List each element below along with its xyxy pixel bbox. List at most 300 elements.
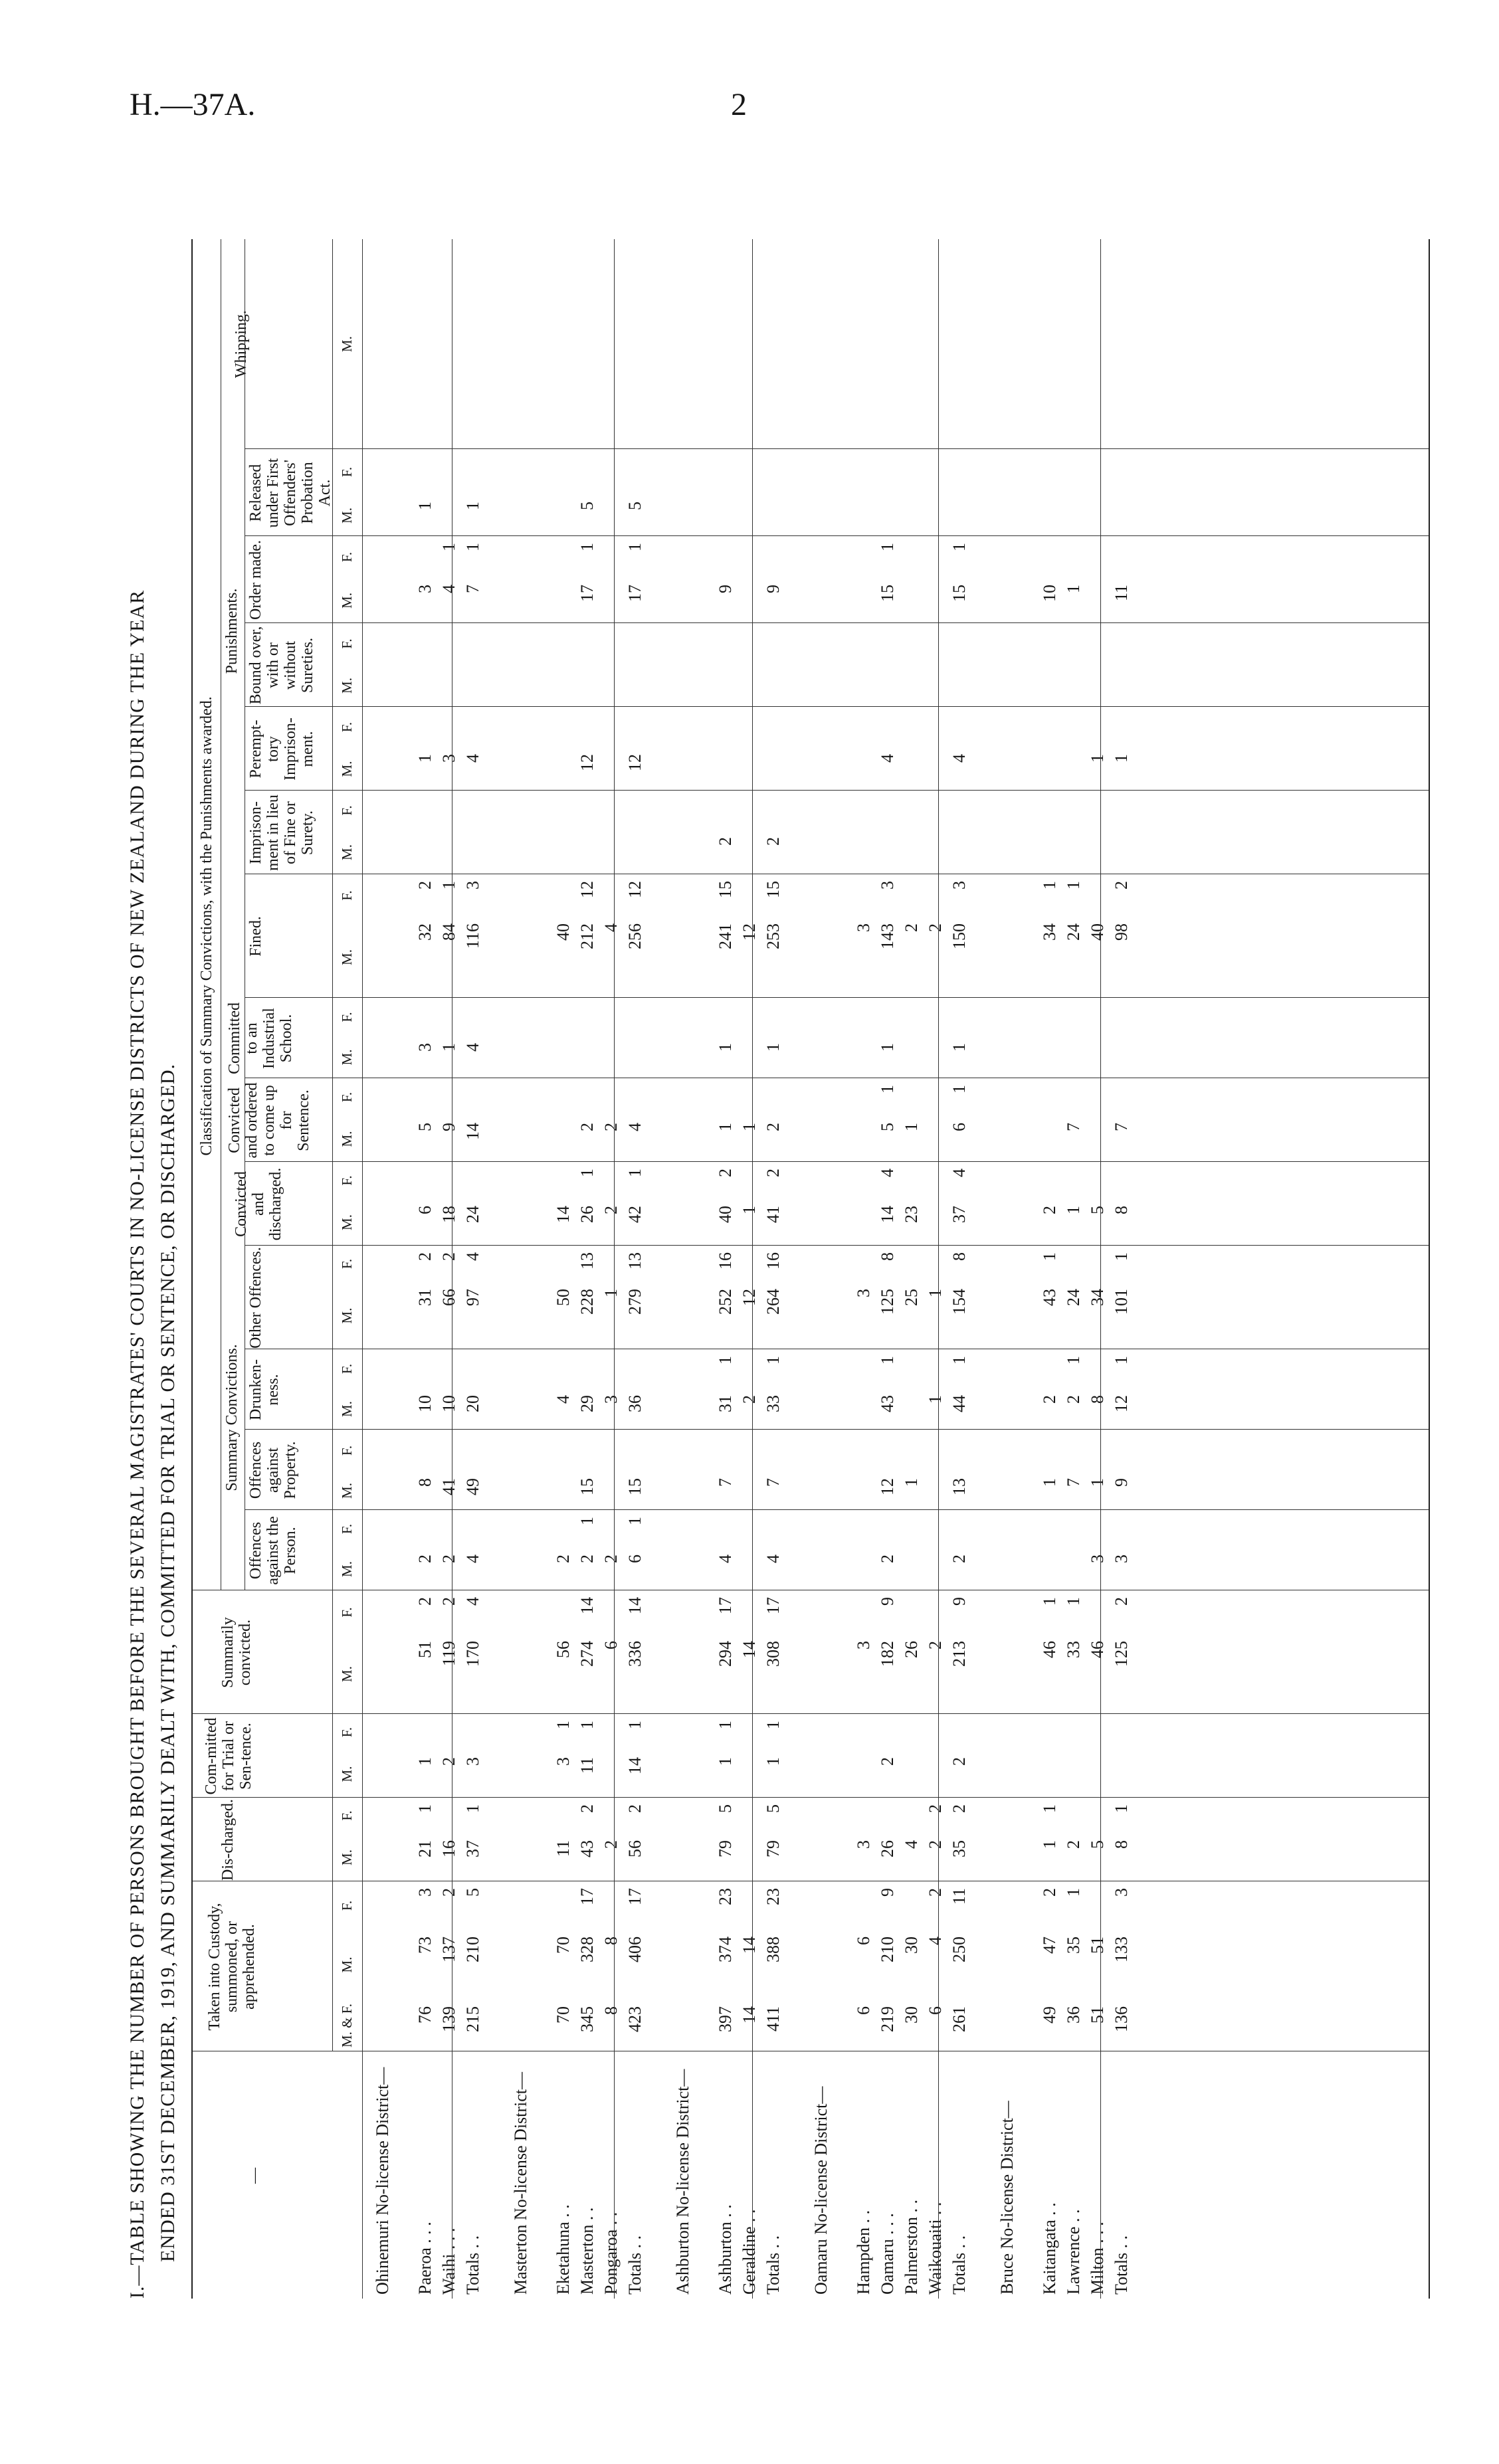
table-cell: 150 bbox=[949, 923, 969, 949]
table-cell: 2 bbox=[415, 1555, 435, 1563]
table-cell: 25 bbox=[902, 1289, 921, 1306]
table-cell: 241 bbox=[716, 923, 735, 949]
table-cell: 12 bbox=[740, 923, 759, 941]
table-cell: 1 bbox=[625, 543, 645, 551]
table-cell: 17 bbox=[716, 1597, 735, 1614]
table-cell: 14 bbox=[463, 1123, 482, 1140]
table-cell: 3 bbox=[1112, 1555, 1131, 1563]
table-cell: 170 bbox=[463, 1641, 482, 1667]
header-whipping: Whipping. bbox=[233, 310, 250, 378]
table-cell: 47 bbox=[1040, 1937, 1059, 1954]
table-cell: 4 bbox=[463, 1597, 482, 1606]
table-cell: 41 bbox=[763, 1206, 783, 1223]
table-cell: 2 bbox=[1112, 881, 1131, 890]
table-cell: 70 bbox=[553, 2006, 573, 2024]
table-cell: 31 bbox=[716, 1395, 735, 1412]
table-cell: 2 bbox=[763, 837, 783, 846]
header-released-probation: Released under First Offenders' Probation Act. bbox=[247, 458, 334, 528]
table-cell: 1 bbox=[1040, 1597, 1059, 1606]
table-cell: 15 bbox=[878, 585, 897, 602]
table-cell: 2 bbox=[878, 1555, 897, 1563]
table-cell: 2 bbox=[601, 1206, 621, 1214]
table-cell: 24 bbox=[1064, 923, 1083, 941]
table-cell: 1 bbox=[763, 1721, 783, 1729]
table-cell: 30 bbox=[902, 1937, 921, 1954]
table-cell: 406 bbox=[625, 1937, 645, 1962]
row-label: Ashburton . . bbox=[716, 2204, 735, 2295]
table-cell: 23 bbox=[763, 1888, 783, 1905]
table-cell: 35 bbox=[949, 1840, 969, 1857]
table-cell: 2 bbox=[902, 923, 921, 932]
sex-column-label: M. bbox=[339, 1666, 355, 1682]
table-cell: 2 bbox=[926, 1888, 945, 1897]
page-header bbox=[130, 86, 1432, 126]
header-punishments: Punishments. bbox=[223, 588, 241, 674]
header-other-offences: Other Offences. bbox=[247, 1247, 264, 1349]
header-industrial-school: Committed to an Industrial School. bbox=[226, 1002, 295, 1074]
table-cell: 3 bbox=[1088, 1555, 1107, 1563]
sex-column-label: M. bbox=[339, 1849, 355, 1865]
table-cell: 1 bbox=[439, 1043, 458, 1052]
table-cell: 51 bbox=[1088, 1937, 1107, 1954]
table-cell: 36 bbox=[625, 1395, 645, 1412]
table-cell: 51 bbox=[415, 1641, 435, 1658]
table-cell: 29 bbox=[577, 1395, 597, 1412]
table-cell: 210 bbox=[463, 1937, 482, 1962]
table-cell: 3 bbox=[415, 1043, 435, 1052]
title-line-2: ENDED 31ST DECEMBER, 1919, AND SUMMARILY DEALT WITH, COMMITTED FOR TRIAL OR SENTENCE, OR DISCHARGED. bbox=[157, 1064, 179, 2262]
table-cell: 34 bbox=[1040, 923, 1059, 941]
header-drunkenness: Drunken-ness. bbox=[247, 1359, 282, 1420]
table-cell: 139 bbox=[439, 2006, 458, 2032]
table-cell: 213 bbox=[949, 1641, 969, 1667]
row-label: Totals . . bbox=[625, 2235, 645, 2295]
table-cell: 1 bbox=[740, 1206, 759, 1214]
header-order-made: Order made. bbox=[247, 540, 264, 620]
table-cell: 1 bbox=[1064, 1888, 1083, 1897]
table-cell: 1 bbox=[949, 1043, 969, 1052]
table-cell: 1 bbox=[949, 1356, 969, 1365]
totals-rule bbox=[752, 239, 753, 2299]
table-cell: 228 bbox=[577, 1289, 597, 1315]
table-cell: 2 bbox=[949, 1555, 969, 1563]
sex-column-label: F. bbox=[339, 1900, 355, 1911]
header-discharged: Dis-charged. bbox=[219, 1799, 237, 1881]
table-cell: 15 bbox=[949, 585, 969, 602]
sex-column-label: M. bbox=[339, 761, 355, 777]
table-cell: 6 bbox=[949, 1123, 969, 1131]
table-cell: 13 bbox=[577, 1252, 597, 1270]
table-cell: 1 bbox=[878, 1043, 897, 1052]
table-cell: 119 bbox=[439, 1641, 458, 1667]
table-cell: 3 bbox=[463, 881, 482, 890]
header-classification: Classification of Summary Convictions, with the Punishments awarded. bbox=[198, 696, 215, 1156]
table-cell: 30 bbox=[902, 2006, 921, 2024]
table-cell: 1 bbox=[949, 543, 969, 551]
table-cell: 1 bbox=[625, 1517, 645, 1525]
table-cell: 328 bbox=[577, 1937, 597, 1962]
table-cell: 136 bbox=[1112, 2006, 1131, 2032]
table-cell: 9 bbox=[763, 585, 783, 593]
table-cell: 411 bbox=[763, 2006, 783, 2032]
table-cell: 23 bbox=[716, 1888, 735, 1905]
table-cell: 336 bbox=[625, 1641, 645, 1667]
sex-column-label: M. bbox=[339, 336, 355, 352]
table-cell: 4 bbox=[878, 1169, 897, 1177]
table-cell: 4 bbox=[553, 1395, 573, 1404]
column-rule bbox=[245, 448, 1429, 449]
sex-column-label: M. bbox=[339, 1214, 355, 1230]
table-cell: 17 bbox=[625, 585, 645, 602]
table-cell: 8 bbox=[601, 1937, 621, 1945]
table-cell: 37 bbox=[949, 1206, 969, 1223]
table-cell: 14 bbox=[625, 1597, 645, 1614]
table-cell: 4 bbox=[601, 923, 621, 932]
table-cell: 7 bbox=[763, 1478, 783, 1487]
table-cell: 1 bbox=[763, 1356, 783, 1365]
table-cell: 15 bbox=[577, 1478, 597, 1495]
sex-column-label: M. & F. bbox=[339, 2004, 355, 2048]
table-cell: 1 bbox=[1064, 881, 1083, 890]
page-number: 2 bbox=[731, 87, 747, 122]
table-cell: 154 bbox=[949, 1289, 969, 1315]
table-cell: 14 bbox=[878, 1206, 897, 1223]
table-cell: 2 bbox=[439, 1555, 458, 1563]
title-line-1: I.—TABLE SHOWING THE NUMBER OF PERSONS BROUGHT BEFORE THE SEVERAL MAGISTRATES' COURTS IN NO-LICENSE DISTRICTS OF NEW ZEALAND DURING THE YEAR bbox=[126, 589, 148, 2299]
sex-column-label: M. bbox=[339, 949, 355, 965]
table-cell: 12 bbox=[577, 754, 597, 771]
table-cell: 3 bbox=[854, 1641, 873, 1650]
table-cell: 14 bbox=[740, 1641, 759, 1658]
table-cell: 49 bbox=[1040, 2006, 1059, 2024]
header-offences-person: Offences against the Person. bbox=[247, 1516, 299, 1585]
table-cell: 3 bbox=[1112, 1888, 1131, 1897]
table-cell: 4 bbox=[716, 1555, 735, 1563]
sex-column-label: F. bbox=[339, 721, 355, 733]
table-cell: 2 bbox=[878, 1757, 897, 1766]
sex-column-label: M. bbox=[339, 593, 355, 609]
row-label: Totals . . bbox=[463, 2235, 482, 2295]
table-cell: 16 bbox=[439, 1840, 458, 1857]
row-label: Masterton No-license District— bbox=[511, 2071, 530, 2295]
row-label: Totals . . bbox=[763, 2235, 783, 2295]
table-cell: 14 bbox=[740, 1937, 759, 1954]
table-cell: 17 bbox=[763, 1597, 783, 1614]
table-cell: 2 bbox=[926, 1804, 945, 1813]
row-label: Masterton . . bbox=[577, 2207, 597, 2295]
sex-column-label: M. bbox=[339, 1483, 355, 1499]
table-cell: 14 bbox=[625, 1757, 645, 1774]
table-cell: 4 bbox=[439, 585, 458, 593]
header-offences-property: Offences against Property. bbox=[247, 1441, 299, 1499]
table-cell: 2 bbox=[625, 1804, 645, 1813]
table-cell: 1 bbox=[1112, 1804, 1131, 1813]
table-cell: 3 bbox=[854, 923, 873, 932]
table-cell: 1 bbox=[716, 1043, 735, 1052]
table-cell: 252 bbox=[716, 1289, 735, 1315]
table-cell: 10 bbox=[415, 1395, 435, 1412]
table-cell: 1 bbox=[1088, 754, 1107, 763]
table-cell: 50 bbox=[553, 1289, 573, 1306]
table-cell: 11 bbox=[577, 1757, 597, 1774]
sex-column-label: F. bbox=[339, 805, 355, 816]
rotated-table-page bbox=[126, 239, 1432, 2299]
row-label: Eketahuna . . bbox=[553, 2204, 573, 2295]
table-cell: 26 bbox=[878, 1840, 897, 1857]
table-cell: 3 bbox=[415, 1888, 435, 1897]
table-cell: 12 bbox=[740, 1289, 759, 1306]
table-cell: 1 bbox=[439, 881, 458, 890]
sex-column-label: F. bbox=[339, 466, 355, 478]
table-cell: 26 bbox=[902, 1641, 921, 1658]
table-cell: 12 bbox=[625, 754, 645, 771]
table-cell: 1 bbox=[878, 1356, 897, 1365]
table-cell: 1 bbox=[577, 1721, 597, 1729]
table-cell: 1 bbox=[740, 1123, 759, 1131]
table-cell: 2 bbox=[1040, 1395, 1059, 1404]
table-cell: 1 bbox=[878, 543, 897, 551]
table-cell: 49 bbox=[463, 1478, 482, 1495]
table-cell: 125 bbox=[878, 1289, 897, 1315]
table-cell: 1 bbox=[553, 1721, 573, 1729]
table-cell: 3 bbox=[878, 881, 897, 890]
table-cell: 4 bbox=[463, 754, 482, 763]
table-cell: 17 bbox=[577, 1888, 597, 1905]
table-cell: 294 bbox=[716, 1641, 735, 1667]
table-cell: 2 bbox=[926, 1840, 945, 1849]
sex-column-label: M. bbox=[339, 1766, 355, 1782]
table-cell: 5 bbox=[1088, 1206, 1107, 1214]
table-cell: 8 bbox=[1112, 1840, 1131, 1849]
table-cell: 9 bbox=[439, 1123, 458, 1131]
table-cell: 2 bbox=[716, 837, 735, 846]
table-cell: 397 bbox=[716, 2006, 735, 2032]
table-cell: 24 bbox=[463, 1206, 482, 1223]
table-cell: 12 bbox=[878, 1478, 897, 1495]
table-cell: 14 bbox=[577, 1597, 597, 1614]
table-cell: 4 bbox=[625, 1123, 645, 1131]
table-cell: 15 bbox=[625, 1478, 645, 1495]
table-cell: 13 bbox=[625, 1252, 645, 1270]
table-cell: 1 bbox=[926, 1395, 945, 1404]
table-cell: 1 bbox=[577, 543, 597, 551]
header-convicted-sentence: Convicted and ordered to come up for Sentence. bbox=[226, 1082, 312, 1159]
table-cell: 9 bbox=[878, 1888, 897, 1897]
table-cell: 2 bbox=[439, 1888, 458, 1897]
table-cell: 4 bbox=[763, 1555, 783, 1563]
table-cell: 2 bbox=[553, 1555, 573, 1563]
table-cell: 2 bbox=[577, 1804, 597, 1813]
table-cell: 43 bbox=[1040, 1289, 1059, 1306]
table-cell: 42 bbox=[625, 1206, 645, 1223]
table-cell: 1 bbox=[1064, 1356, 1083, 1365]
table-cell: 5 bbox=[716, 1804, 735, 1813]
table-cell: 4 bbox=[878, 754, 897, 763]
table-cell: 4 bbox=[926, 1937, 945, 1945]
sex-column-label: F. bbox=[339, 1258, 355, 1270]
table-cell: 21 bbox=[415, 1840, 435, 1857]
table-cell: 11 bbox=[1112, 585, 1131, 602]
table-cell: 2 bbox=[1064, 1840, 1083, 1849]
header-committed: Com-mitted for Trial or Sen-tence. bbox=[203, 1717, 254, 1795]
table-cell: 261 bbox=[949, 2006, 969, 2032]
header-taken-into-custody: Taken into Custody, summoned, or apprehended. bbox=[206, 1903, 258, 2031]
table-cell: 1 bbox=[763, 1043, 783, 1052]
table-cell: 4 bbox=[463, 1555, 482, 1563]
table-cell: 388 bbox=[763, 1937, 783, 1962]
table-cell: 210 bbox=[878, 1937, 897, 1962]
table-cell: 9 bbox=[878, 1597, 897, 1606]
table-cell: 97 bbox=[463, 1289, 482, 1306]
table-cell: 116 bbox=[463, 923, 482, 949]
table-cell: 66 bbox=[439, 1289, 458, 1306]
table-cell: 40 bbox=[1088, 923, 1107, 941]
table-cell: 9 bbox=[1112, 1478, 1131, 1487]
table-cell: 84 bbox=[439, 923, 458, 941]
table-cell: 98 bbox=[1112, 923, 1131, 941]
table-cell: 79 bbox=[716, 1840, 735, 1857]
table-cell: 1 bbox=[415, 754, 435, 763]
table-cell: 2 bbox=[439, 1757, 458, 1766]
table-cell: 1 bbox=[415, 1757, 435, 1766]
row-label: Lawrence . . bbox=[1064, 2209, 1083, 2295]
table-cell: 2 bbox=[577, 1555, 597, 1563]
table-cell: 6 bbox=[601, 1641, 621, 1650]
header-imprisonment-lieu: Imprison-ment in lieu of Fine or Surety. bbox=[247, 795, 316, 871]
table-title bbox=[126, 239, 187, 2299]
table-cell: 374 bbox=[716, 1937, 735, 1962]
table-cell: 41 bbox=[439, 1478, 458, 1495]
table-cell: 43 bbox=[577, 1840, 597, 1857]
row-label: Oamaru . . . bbox=[878, 2213, 897, 2295]
table-cell: 253 bbox=[763, 923, 783, 949]
table-cell: 256 bbox=[625, 923, 645, 949]
table-cell: 46 bbox=[1040, 1641, 1059, 1658]
table-cell: 2 bbox=[1112, 1597, 1131, 1606]
table-cell: 4 bbox=[949, 754, 969, 763]
table-cell: 12 bbox=[625, 881, 645, 898]
sex-column-label: M. bbox=[339, 1049, 355, 1066]
table-cell: 143 bbox=[878, 923, 897, 949]
table-cell: 2 bbox=[1040, 1888, 1059, 1897]
table-cell: 264 bbox=[763, 1289, 783, 1315]
table-cell: 35 bbox=[1064, 1937, 1083, 1954]
table-cell: 32 bbox=[415, 923, 435, 941]
table-cell: 11 bbox=[553, 1840, 573, 1857]
table-cell: 14 bbox=[740, 2006, 759, 2024]
sex-column-label: F. bbox=[339, 551, 355, 563]
table-cell: 1 bbox=[415, 1804, 435, 1813]
sex-column-label: F. bbox=[339, 1523, 355, 1535]
column-rule bbox=[193, 1797, 1429, 1798]
totals-rule bbox=[614, 239, 615, 2299]
row-label: Totals . . bbox=[1112, 2235, 1131, 2295]
table-cell: 2 bbox=[926, 923, 945, 932]
table-cell: 5 bbox=[577, 502, 597, 510]
row-label: Geraldine . . bbox=[740, 2209, 759, 2295]
row-label: Pongaroa . . bbox=[601, 2212, 621, 2295]
sex-column-label: F. bbox=[339, 1175, 355, 1186]
sex-column-label: M. bbox=[339, 1561, 355, 1577]
table-cell: 24 bbox=[1064, 1289, 1083, 1306]
sex-column-label: M. bbox=[339, 1401, 355, 1417]
table-cell: 308 bbox=[763, 1641, 783, 1667]
table-cell: 250 bbox=[949, 1937, 969, 1962]
table-cell: 79 bbox=[763, 1840, 783, 1857]
table-cell: 125 bbox=[1112, 1641, 1131, 1667]
table-cell: 219 bbox=[878, 2006, 897, 2032]
header-summary-convictions: Summary Convictions. bbox=[223, 1344, 241, 1491]
table-cell: 4 bbox=[949, 1169, 969, 1177]
table-cell: 33 bbox=[1064, 1641, 1083, 1658]
table-cell: 1 bbox=[601, 1289, 621, 1297]
table-cell: 1 bbox=[1112, 1356, 1131, 1365]
table-cell: 70 bbox=[553, 1937, 573, 1954]
table-cell: 2 bbox=[763, 1123, 783, 1131]
sex-column-label: F. bbox=[339, 638, 355, 649]
row-label: Ashburton No-license District— bbox=[673, 2069, 692, 2295]
table-cell: 1 bbox=[1112, 1252, 1131, 1261]
table-cell: 5 bbox=[625, 502, 645, 510]
table-cell: 2 bbox=[949, 1804, 969, 1813]
table-cell: 1 bbox=[1064, 1597, 1083, 1606]
row-label: Kaitangata . . bbox=[1040, 2202, 1059, 2295]
table-cell: 215 bbox=[463, 2006, 482, 2032]
row-label: Oamaru No-license District— bbox=[811, 2086, 831, 2295]
table-cell: 76 bbox=[415, 2006, 435, 2024]
table-cell: 3 bbox=[854, 1289, 873, 1297]
table-cell: 2 bbox=[949, 1757, 969, 1766]
table-cell: 8 bbox=[601, 2006, 621, 2015]
sex-column-label: F. bbox=[339, 1445, 355, 1456]
row-label: Paeroa . . . bbox=[415, 2222, 435, 2295]
table-cell: 1 bbox=[902, 1123, 921, 1131]
table-cell: 182 bbox=[878, 1641, 897, 1667]
row-label: Milton . . . bbox=[1088, 2222, 1107, 2295]
table-cell: 2 bbox=[740, 1395, 759, 1404]
table-cell: 11 bbox=[949, 1888, 969, 1905]
table-cell: 7 bbox=[463, 585, 482, 593]
sex-column-label: M. bbox=[339, 1956, 355, 1973]
table-cell: 1 bbox=[577, 1517, 597, 1525]
table-cell: 56 bbox=[625, 1840, 645, 1857]
table-cell: 2 bbox=[1040, 1206, 1059, 1214]
statistics-table bbox=[191, 239, 1430, 2299]
table-cell: 8 bbox=[949, 1252, 969, 1261]
table-cell: 31 bbox=[415, 1289, 435, 1306]
header-summarily-convicted: Summarily convicted. bbox=[219, 1617, 254, 1688]
table-cell: 7 bbox=[716, 1478, 735, 1487]
table-cell: 274 bbox=[577, 1641, 597, 1667]
table-cell: 279 bbox=[625, 1289, 645, 1315]
table-cell: 9 bbox=[949, 1597, 969, 1606]
table-cell: 4 bbox=[463, 1252, 482, 1261]
table-cell: 2 bbox=[1064, 1395, 1083, 1404]
table-cell: 1 bbox=[1040, 1478, 1059, 1487]
table-cell: 5 bbox=[1088, 1840, 1107, 1849]
table-cell: 44 bbox=[949, 1395, 969, 1412]
table-cell: 12 bbox=[577, 881, 597, 898]
table-cell: 40 bbox=[553, 923, 573, 941]
table-cell: 15 bbox=[763, 881, 783, 898]
sex-column-label: F. bbox=[339, 1012, 355, 1022]
table-cell: 20 bbox=[463, 1395, 482, 1412]
row-label: Totals . . bbox=[949, 2235, 969, 2295]
table-cell: 12 bbox=[1112, 1395, 1131, 1412]
table-cell: 1 bbox=[716, 1757, 735, 1766]
sex-column-label: M. bbox=[339, 1131, 355, 1147]
table-cell: 2 bbox=[601, 1840, 621, 1849]
